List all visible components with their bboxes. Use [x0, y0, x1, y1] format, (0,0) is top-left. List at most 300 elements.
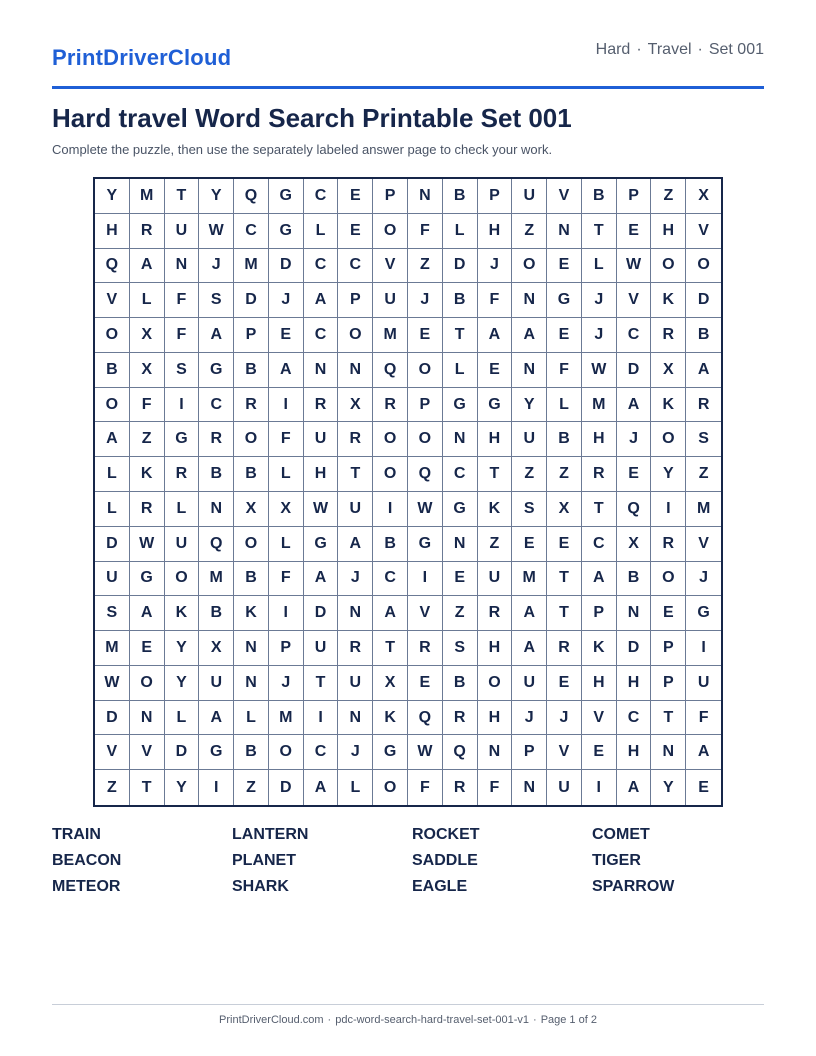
grid-cell: A	[269, 353, 304, 388]
footer-divider	[52, 1004, 764, 1005]
word-list-item: EAGLE	[412, 878, 468, 895]
page-footer	[0, 1014, 816, 1026]
grid-cell: Z	[686, 457, 721, 492]
grid-cell: T	[582, 492, 617, 527]
grid-cell: H	[478, 214, 513, 249]
grid-cell: E	[408, 318, 443, 353]
grid-cell: V	[130, 735, 165, 770]
grid-cell: L	[547, 388, 582, 423]
grid-cell: U	[547, 770, 582, 805]
grid-cell: O	[269, 735, 304, 770]
grid-cell: Z	[512, 214, 547, 249]
grid-cell: K	[165, 596, 200, 631]
grid-cell: T	[547, 562, 582, 597]
grid-cell: C	[199, 388, 234, 423]
grid-cell: C	[304, 249, 339, 284]
grid-cell: U	[512, 666, 547, 701]
grid-cell: D	[165, 735, 200, 770]
grid-cell: U	[95, 562, 130, 597]
grid-cell: S	[686, 422, 721, 457]
grid-cell: J	[617, 422, 652, 457]
grid-cell: I	[373, 492, 408, 527]
grid-cell: N	[338, 701, 373, 736]
grid-cell: P	[338, 283, 373, 318]
grid-cell: N	[512, 770, 547, 805]
grid-cell: E	[547, 527, 582, 562]
grid-cell: Z	[408, 249, 443, 284]
grid-cell: Y	[95, 179, 130, 214]
grid-cell: N	[199, 492, 234, 527]
grid-cell: B	[199, 457, 234, 492]
grid-cell: O	[512, 249, 547, 284]
grid-cell: U	[338, 666, 373, 701]
grid-cell: D	[95, 527, 130, 562]
grid-cell: U	[512, 179, 547, 214]
grid-cell: X	[686, 179, 721, 214]
grid-cell: O	[95, 318, 130, 353]
word-list-item: COMET	[592, 826, 650, 843]
grid-cell: F	[478, 283, 513, 318]
grid-cell: M	[95, 631, 130, 666]
grid-cell: X	[338, 388, 373, 423]
footer-separator: ·	[327, 1014, 332, 1026]
grid-cell: Q	[95, 249, 130, 284]
grid-cell: J	[582, 318, 617, 353]
grid-cell: B	[234, 457, 269, 492]
grid-cell: C	[582, 527, 617, 562]
word-list-item: BEACON	[52, 852, 122, 869]
grid-cell: P	[478, 179, 513, 214]
grid-cell: R	[651, 527, 686, 562]
grid-cell: V	[547, 735, 582, 770]
grid-cell: I	[304, 701, 339, 736]
grid-cell: T	[130, 770, 165, 805]
grid-cell: G	[478, 388, 513, 423]
grid-cell: E	[617, 214, 652, 249]
grid-cell: R	[443, 770, 478, 805]
grid-cell: B	[547, 422, 582, 457]
grid-cell: H	[95, 214, 130, 249]
breadcrumb-item[interactable]: Set 001	[708, 41, 764, 58]
grid-cell: H	[651, 214, 686, 249]
grid-cell: L	[443, 353, 478, 388]
grid-cell: E	[130, 631, 165, 666]
grid-cell: D	[234, 283, 269, 318]
grid-cell: V	[95, 735, 130, 770]
grid-cell: O	[95, 388, 130, 423]
grid-cell: T	[651, 701, 686, 736]
grid-cell: T	[582, 214, 617, 249]
grid-cell: Z	[130, 422, 165, 457]
grid-cell: P	[512, 735, 547, 770]
grid-cell: Y	[651, 457, 686, 492]
grid-cell: O	[234, 422, 269, 457]
grid-cell: G	[547, 283, 582, 318]
word-list-item: SPARROW	[592, 878, 675, 895]
grid-cell: D	[443, 249, 478, 284]
grid-cell: Z	[547, 457, 582, 492]
grid-cell: Q	[199, 527, 234, 562]
grid-cell: O	[373, 214, 408, 249]
breadcrumb-item[interactable]: Travel	[647, 41, 692, 58]
grid-cell: H	[617, 735, 652, 770]
grid-cell: E	[698, 778, 709, 796]
grid-cell: P	[651, 666, 686, 701]
grid-cell: O	[686, 249, 721, 284]
grid-cell: J	[269, 666, 304, 701]
grid-cell: T	[478, 457, 513, 492]
grid-cell: X	[234, 492, 269, 527]
grid-cell: H	[304, 457, 339, 492]
grid-cell: V	[686, 527, 721, 562]
grid-cell: Z	[234, 770, 269, 805]
grid-cell: V	[582, 701, 617, 736]
grid-cell: B	[234, 735, 269, 770]
grid-cell: P	[373, 179, 408, 214]
grid-cell: V	[373, 249, 408, 284]
grid-cell: Z	[443, 596, 478, 631]
grid-cell: R	[547, 631, 582, 666]
footer-page: Page 1 of 2	[540, 1014, 597, 1026]
grid-cell: R	[338, 631, 373, 666]
grid-cell: F	[478, 770, 513, 805]
grid-cell: O	[373, 770, 408, 805]
grid-cell: F	[130, 388, 165, 423]
grid-cell: N	[165, 249, 200, 284]
grid-cell: B	[199, 596, 234, 631]
grid-cell: Z	[95, 770, 130, 805]
grid-cell: L	[443, 214, 478, 249]
grid-cell: T	[338, 457, 373, 492]
grid-cell: S	[199, 283, 234, 318]
grid-cell: V	[95, 283, 130, 318]
grid-cell: K	[130, 457, 165, 492]
grid-cell: J	[686, 562, 721, 597]
grid-cell: N	[130, 701, 165, 736]
grid-cell: P	[651, 631, 686, 666]
grid-cell: P	[582, 596, 617, 631]
grid-cell: D	[617, 631, 652, 666]
grid-cell: N	[547, 214, 582, 249]
grid-cell: N	[443, 422, 478, 457]
grid-cell: E	[338, 179, 373, 214]
grid-cell: Y	[165, 770, 200, 805]
word-list	[52, 824, 772, 902]
grid-cell: A	[304, 562, 339, 597]
grid-cell: Q	[443, 735, 478, 770]
grid-cell: R	[408, 631, 443, 666]
grid-cell: L	[338, 770, 373, 805]
grid-cell: O	[478, 666, 513, 701]
grid-cell: D	[304, 596, 339, 631]
grid-cell: K	[478, 492, 513, 527]
grid-cell: A	[512, 596, 547, 631]
grid-cell: L	[269, 527, 304, 562]
grid-cell: A	[199, 318, 234, 353]
page-subtitle: Complete the puzzle, then use the separately labeled answer page to check your work.	[52, 142, 553, 157]
grid-cell: J	[338, 562, 373, 597]
grid-cell: A	[130, 596, 165, 631]
page-title: Hard travel Word Search Printable Set 001	[52, 103, 572, 133]
grid-cell: J	[582, 283, 617, 318]
grid-cell: U	[199, 666, 234, 701]
grid-cell: O	[165, 562, 200, 597]
grid-cell: O	[130, 666, 165, 701]
grid-cell: L	[165, 492, 200, 527]
grid-cell: O	[651, 249, 686, 284]
grid-cell: G	[304, 527, 339, 562]
grid-cell: N	[338, 596, 373, 631]
grid-cell: W	[617, 249, 652, 284]
word-list-item: SADDLE	[412, 852, 478, 869]
grid-cell: L	[269, 457, 304, 492]
grid-cell: U	[304, 422, 339, 457]
grid-cell: K	[582, 631, 617, 666]
grid-cell: B	[443, 283, 478, 318]
grid-cell: R	[130, 214, 165, 249]
grid-cell: B	[686, 318, 721, 353]
grid-cell: V	[408, 596, 443, 631]
grid-cell: G	[408, 527, 443, 562]
grid-cell: V	[547, 179, 582, 214]
grid-cell: H	[582, 422, 617, 457]
grid-cell: S	[443, 631, 478, 666]
grid-cell: R	[686, 388, 721, 423]
grid-cell: I	[582, 770, 617, 805]
grid-cell: K	[651, 388, 686, 423]
grid-cell: Q	[617, 492, 652, 527]
grid-cell: N	[651, 735, 686, 770]
grid-cell: X	[617, 527, 652, 562]
grid-cell: R	[478, 596, 513, 631]
grid-cell: O	[408, 422, 443, 457]
grid-cell: C	[338, 249, 373, 284]
grid-cell: B	[582, 179, 617, 214]
grid-cell: G	[269, 179, 304, 214]
grid-cell: J	[338, 735, 373, 770]
grid-cell: E	[408, 666, 443, 701]
grid-cell: E	[443, 562, 478, 597]
grid-cell: N	[478, 735, 513, 770]
grid-cell: F	[547, 353, 582, 388]
grid-cell: A	[304, 283, 339, 318]
grid-cell: T	[304, 666, 339, 701]
word-search-grid	[93, 177, 723, 807]
grid-cell: Y	[165, 631, 200, 666]
grid-cell: P	[234, 318, 269, 353]
grid-cell: A	[686, 735, 721, 770]
breadcrumb-separator: ·	[697, 41, 703, 58]
grid-cell: A	[199, 701, 234, 736]
grid-cell: M	[234, 249, 269, 284]
grid-cell: C	[304, 179, 339, 214]
grid-cell: B	[95, 353, 130, 388]
breadcrumb-item[interactable]: Hard	[595, 41, 631, 58]
grid-cell: E	[547, 666, 582, 701]
grid-cell: R	[234, 388, 269, 423]
grid-cell: I	[165, 388, 200, 423]
grid-cell: D	[686, 283, 721, 318]
grid-cell: J	[547, 701, 582, 736]
grid-cell: W	[95, 666, 130, 701]
grid-cell: E	[269, 318, 304, 353]
grid-cell: L	[234, 701, 269, 736]
grid-cell: C	[234, 214, 269, 249]
grid-cell: R	[165, 457, 200, 492]
grid-cell: C	[443, 457, 478, 492]
grid-cell: U	[338, 492, 373, 527]
grid-cell: A	[338, 527, 373, 562]
grid-cell: U	[373, 283, 408, 318]
grid-cell: E	[547, 249, 582, 284]
grid-cell: M	[582, 388, 617, 423]
grid-cell: M	[512, 562, 547, 597]
grid-cell: O	[338, 318, 373, 353]
grid-cell: C	[373, 562, 408, 597]
grid-cell: N	[234, 666, 269, 701]
grid-cell: I	[408, 562, 443, 597]
grid-cell: N	[304, 353, 339, 388]
grid-cell: W	[130, 527, 165, 562]
word-list-item: LANTERN	[232, 826, 309, 843]
grid-cell: G	[373, 735, 408, 770]
grid-cell: F	[408, 770, 443, 805]
grid-cell: E	[512, 527, 547, 562]
grid-cell: L	[582, 249, 617, 284]
grid-cell: Q	[234, 179, 269, 214]
grid-cell: I	[269, 388, 304, 423]
grid-cell: X	[199, 631, 234, 666]
grid-cell: U	[304, 631, 339, 666]
grid-cell: X	[547, 492, 582, 527]
grid-cell: J	[199, 249, 234, 284]
grid-cell: X	[269, 492, 304, 527]
grid-cell: A	[686, 353, 721, 388]
grid-cell: D	[269, 770, 304, 805]
grid-cell: A	[95, 422, 130, 457]
grid-cell: Q	[408, 701, 443, 736]
grid-cell: Z	[478, 527, 513, 562]
grid-cell: X	[130, 353, 165, 388]
grid-cell: F	[269, 422, 304, 457]
footer-code: pdc-word-search-hard-travel-set-001-v1	[335, 1014, 530, 1026]
grid-cell: I	[199, 770, 234, 805]
grid-cell: F	[165, 318, 200, 353]
grid-cell: H	[478, 631, 513, 666]
grid-cell: O	[408, 353, 443, 388]
grid-cell: N	[338, 353, 373, 388]
grid-cell: R	[651, 318, 686, 353]
grid-cell: G	[686, 596, 721, 631]
grid-cell: P	[408, 388, 443, 423]
grid-cell: Q	[408, 457, 443, 492]
grid-cell: S	[165, 353, 200, 388]
grid-cell: S	[512, 492, 547, 527]
grid-cell: R	[199, 422, 234, 457]
grid-cell: I	[651, 492, 686, 527]
grid-cell: G	[199, 735, 234, 770]
grid-cell: A	[304, 770, 339, 805]
word-list-item: TRAIN	[52, 826, 101, 843]
grid-cell: E	[478, 353, 513, 388]
brand-logo[interactable]: PrintDriverCloud	[52, 45, 232, 70]
grid-cell: O	[234, 527, 269, 562]
grid-cell: V	[686, 214, 721, 249]
grid-cell: H	[582, 666, 617, 701]
grid-cell: Q	[373, 353, 408, 388]
grid-cell: G	[443, 388, 478, 423]
grid-cell: T	[373, 631, 408, 666]
grid-cell: X	[651, 353, 686, 388]
grid-cell: H	[478, 701, 513, 736]
grid-cell: D	[95, 701, 130, 736]
grid-cell: A	[478, 318, 513, 353]
grid-cell: U	[165, 527, 200, 562]
grid-cell: C	[617, 701, 652, 736]
grid-cell: Y	[651, 770, 686, 805]
breadcrumb	[596, 41, 764, 59]
grid-cell: T	[547, 596, 582, 631]
grid-cell: L	[165, 701, 200, 736]
grid-cell: W	[304, 492, 339, 527]
grid-cell: C	[304, 735, 339, 770]
grid-cell: A	[617, 770, 652, 805]
grid-cell: G	[443, 492, 478, 527]
grid-cell: W	[582, 353, 617, 388]
grid-cell: L	[95, 457, 130, 492]
grid-cell: B	[373, 527, 408, 562]
grid-cell: O	[373, 457, 408, 492]
grid-cell: F	[269, 562, 304, 597]
grid-cell: U	[512, 422, 547, 457]
grid-cell: K	[234, 596, 269, 631]
grid-cell: B	[234, 353, 269, 388]
grid-cell: R	[373, 388, 408, 423]
grid-cell: A	[617, 388, 652, 423]
grid-cell: T	[165, 179, 200, 214]
grid-cell: R	[304, 388, 339, 423]
grid-cell: O	[651, 562, 686, 597]
grid-cell: E	[617, 457, 652, 492]
grid-cell: N	[617, 596, 652, 631]
grid-cell: G	[165, 422, 200, 457]
grid-cell: U	[686, 666, 721, 701]
grid-cell: L	[304, 214, 339, 249]
grid-cell: D	[617, 353, 652, 388]
grid-cell: B	[443, 179, 478, 214]
grid-cell: L	[130, 283, 165, 318]
grid-cell: H	[617, 666, 652, 701]
grid-cell: Y	[512, 388, 547, 423]
grid-cell: P	[617, 179, 652, 214]
grid-cell: T	[443, 318, 478, 353]
grid-cell: E	[651, 596, 686, 631]
grid-cell: H	[478, 422, 513, 457]
grid-cell: K	[651, 283, 686, 318]
grid-cell: A	[582, 562, 617, 597]
footer-site: PrintDriverCloud.com	[219, 1014, 324, 1026]
grid-cell: B	[234, 562, 269, 597]
grid-cell: V	[617, 283, 652, 318]
grid-cell: L	[95, 492, 130, 527]
grid-cell: J	[512, 701, 547, 736]
word-list-item: ROCKET	[412, 826, 480, 843]
grid-cell: N	[512, 353, 547, 388]
grid-cell: J	[478, 249, 513, 284]
word-list-item: METEOR	[52, 878, 121, 895]
grid-cell: U	[478, 562, 513, 597]
grid-cell: A	[373, 596, 408, 631]
